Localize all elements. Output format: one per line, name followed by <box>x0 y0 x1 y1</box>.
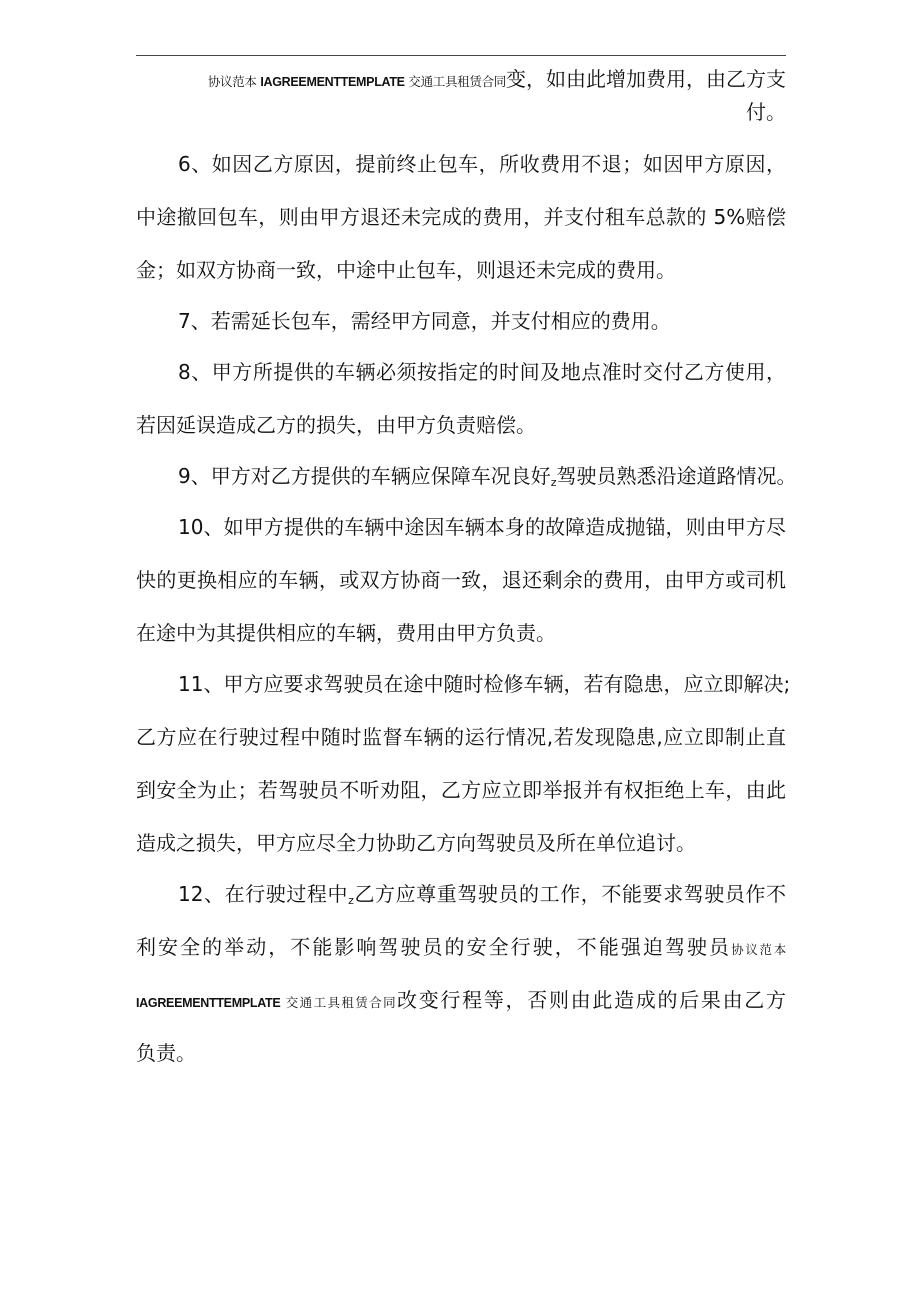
clause-7 <box>136 304 786 338</box>
inline-header-prefix: 协议范本 <box>731 942 786 957</box>
clause-6-line-3: 金；如双方协商一致，中途中止包车，则退还未完成的费用。 <box>136 258 676 282</box>
clause-11-line-3: 到安全为止；若驾驶员不听劝阻，乙方应立即举报并有权拒绝上车，由此 <box>136 778 786 802</box>
continuation-text-b: 付。 <box>746 100 786 124</box>
clause-11 <box>136 667 791 860</box>
clause-12-text-c: 利安全的举动，不能影响驾驶员的安全行驶，不能强迫驾驶员 <box>136 935 732 959</box>
clause-12-mark: z <box>348 894 354 907</box>
header-rule <box>136 55 786 56</box>
clause-9 <box>136 459 797 493</box>
header-suffix: 交通工具租赁合同 <box>408 74 506 89</box>
continuation-line-b <box>136 95 786 129</box>
clause-9-line-1 <box>136 459 797 493</box>
inline-header-brand: IAGREEMENTTEMPLATE <box>136 996 281 1010</box>
inline-header-suffix: 交通工具租赁合同 <box>285 995 398 1010</box>
running-header-inline-b <box>136 995 397 1010</box>
clause-6-line-2: 中途撤回包车，则由甲方退还未完成的费用，并支付租车总款的 5%赔偿 <box>136 205 786 229</box>
clause-12-line-1 <box>136 877 786 911</box>
clause-9-text-b: 驾驶员熟悉沿途道路情况。 <box>556 464 797 488</box>
header-prefix: 协议范本 <box>207 74 257 89</box>
continuation-text-a: 变，如由此增加费用，由乙方支 <box>506 67 786 91</box>
clause-11-line-4: 造成之损失，甲方应尽全力协助乙方向驾驶员及所在单位追讨。 <box>136 831 696 855</box>
clause-12-line-3 <box>136 983 786 1017</box>
clause-7-line-1: 7、若需延长包车，需经甲方同意，并支付相应的费用。 <box>178 309 671 333</box>
clause-8-line-1: 8、甲方所提供的车辆必须按指定的时间及地点准时交付乙方使用， <box>178 360 786 384</box>
clause-11-line-2: 乙方应在行驶过程中随时监督车辆的运行情况,若发现隐患,应立即制止直 <box>136 725 786 749</box>
running-header <box>208 74 506 89</box>
clause-10-line-1: 10、如甲方提供的车辆中途因车辆本身的故障造成抛锚，则由甲方尽 <box>178 515 786 539</box>
clause-8-line-2: 若因延误造成乙方的损失，由甲方负责赔偿。 <box>136 413 536 437</box>
clause-6 <box>136 147 786 287</box>
clause-6-line-1: 6、如因乙方原因，提前终止包车，所收费用不退；如因甲方原因， <box>178 152 786 176</box>
clause-12-text-b: 乙方应尊重驾驶员的工作，不能要求驾驶员作不 <box>353 882 786 906</box>
header-brand: IAGREEMENTTEMPLATE <box>260 75 405 89</box>
clause-9-text-a: 9、甲方对乙方提供的车辆应保障车况良好 <box>178 464 551 488</box>
clause-10-line-2: 快的更换相应的车辆，或双方协商一致，退还剩余的费用，由甲方或司机 <box>136 568 786 592</box>
clause-12-line-4: 负责。 <box>136 1041 196 1065</box>
clause-10 <box>136 510 786 650</box>
clause-9-mark: z <box>550 476 557 489</box>
header-continuation-line <box>136 62 786 99</box>
clause-8 <box>136 355 786 442</box>
clause-11-line-1: 11、甲方应要求驾驶员在途中随时检修车辆，若有隐患，应立即解决; <box>178 672 791 696</box>
clause-12-text-d: 改变行程等，否则由此造成的后果由乙方 <box>397 988 786 1012</box>
clause-12-line-2 <box>136 930 786 964</box>
clause-12-text-a: 12、在行驶过程中 <box>178 882 349 906</box>
document-body <box>136 62 797 1087</box>
clause-10-line-3: 在途中为其提供相应的车辆，费用由甲方负责。 <box>136 621 556 645</box>
running-header-inline-a <box>731 942 786 957</box>
clause-12 <box>136 877 786 1070</box>
